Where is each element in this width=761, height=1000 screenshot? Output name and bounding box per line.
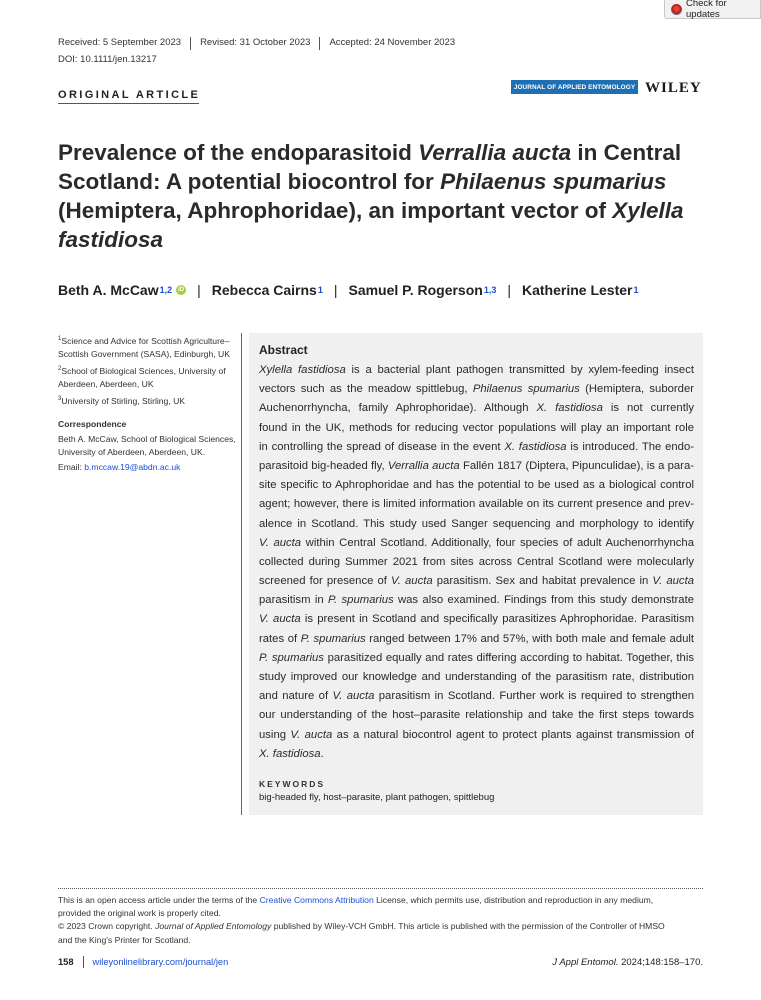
affiliation-number: 2 (58, 366, 62, 372)
doi: DOI: 10.1111/jen.13217 (58, 54, 157, 65)
check-updates-label: Check for updates (686, 0, 727, 20)
license-link[interactable]: Creative Commons Attribution (259, 895, 374, 905)
article-title (58, 138, 698, 254)
abstract-line: study improved our knowledge and understanding of the parasitism rate, distribution (259, 671, 694, 683)
keywords-title: KEYWORDS (259, 779, 326, 789)
citation (552, 957, 703, 968)
keywords-list: big-headed fly, host–parasite, plant pathogen, spittlebug (259, 792, 495, 803)
abstract-line: rates of P. spumarius ranged between 17% and 57%, with both male and female adult (259, 632, 694, 645)
author-affiliation-ref[interactable]: 1,2 (159, 285, 173, 295)
author-affiliation-ref[interactable]: 1 (317, 285, 323, 295)
abstract-line: P. spumarius parasitized equally and rates differing according to habitat. Together, this (259, 651, 694, 664)
affiliation (58, 363, 240, 391)
affiliation-text: University of Stirling, Stirling, UK (61, 396, 186, 406)
footnote-text: © 2023 Crown copyright. (58, 921, 156, 932)
abstract-line: using V. aucta as a natural biocontrol agent to protect plants against transmission of (259, 728, 694, 741)
abstract-line: found in the UK, methods for reducing vector populations will play an important role (259, 421, 694, 434)
author-affiliation-ref[interactable]: 1,3 (483, 285, 497, 295)
title-species: Philaenus spumarius (440, 169, 667, 194)
abstract-line: V. aucta within Central Scotland. Additionally, four species of adult Auchenorrhyncha (259, 536, 694, 549)
abstract-body (259, 361, 694, 764)
author-name[interactable]: Rebecca Cairns (211, 282, 317, 298)
footnote-text: License, which permits use, distribution and reproduction in any medium, (373, 895, 654, 905)
received-date: Received: 5 September 2023 (58, 37, 182, 48)
abstract-title: Abstract (259, 343, 308, 357)
email-link[interactable]: b.mccaw.19@abdn.ac.uk (84, 462, 181, 472)
citation-details: 2024;148:158–170. (618, 956, 703, 968)
footnote-text: This is an open access article under the terms of the (58, 895, 260, 905)
article-type-underline (58, 103, 199, 104)
orcid-icon[interactable]: iD (178, 287, 185, 293)
footnote-line: provided the original work is properly cited. (58, 908, 221, 919)
correspondence-text: Beth A. McCaw, School of Biological Sciences, University of Aberdeen, Aberdeen, UK. (58, 434, 236, 457)
journal-logo: JOURNAL OF APPLIED ENTOMOLOGY (511, 80, 638, 94)
footnote-divider (58, 888, 703, 889)
correspondence-title: Correspondence (58, 419, 127, 429)
abstract-line: vectors such as the meadow spittlebug, Philaenus spumarius (Hemiptera, suborder (259, 383, 694, 396)
abstract-line: V. aucta is present in Scotland and specifically parasitizes Aphrophoridae. Parasitism (259, 613, 694, 626)
abstract-line: Xylella fastidiosa is a bacterial plant pathogen transmitted by xylem-feeding insect (259, 364, 694, 376)
affiliation (58, 393, 240, 408)
abstract-line: site specific to Aphrophoridae and has the potential to be used as a biological control (259, 479, 694, 492)
abstract-line: agent; however, there is limited information available on its current presence and prev- (259, 498, 694, 511)
affiliation (58, 333, 240, 361)
abstract-divider (241, 333, 242, 815)
footnote-line (58, 894, 708, 907)
abstract-line: alence in Scotland. This study used Sanger sequencing and morphology to identify (259, 517, 694, 530)
abstract-line: screened for presence of V. aucta parasitism. Sex and habitat prevalence in V. aucta (259, 575, 694, 588)
affiliation-number: 3 (58, 396, 62, 402)
license-footnote (58, 894, 708, 947)
abstract-line: and nature of V. aucta parasitism in Scotland. Further work is required to strengthen (259, 690, 694, 703)
affiliation-number: 1 (58, 336, 62, 342)
citation-journal: J Appl Entomol. (552, 956, 619, 968)
author-separator: | (197, 282, 201, 298)
email-label: Email: (58, 462, 85, 472)
journal-site-link[interactable]: wileyonlinelibrary.com/journal/jen (92, 957, 229, 967)
check-updates-icon (671, 4, 682, 15)
publisher-logo: WILEY (645, 80, 702, 96)
author-separator: | (333, 282, 338, 298)
accepted-date: Accepted: 24 November 2023 (319, 37, 464, 50)
author-name[interactable]: Beth A. McCaw (58, 282, 159, 298)
author-separator: | (507, 282, 511, 298)
page-footer (58, 956, 703, 968)
author-name[interactable]: Katherine Lester (521, 282, 633, 298)
title-species: Verrallia aucta (418, 140, 572, 165)
author-affiliation-ref[interactable]: 1 (633, 285, 639, 295)
footnote-text: published by Wiley-VCH GmbH. This article is published with the permission of the Controller of HMSO (271, 921, 665, 932)
footnote-journal: Journal of Applied Entomology (155, 921, 272, 932)
article-dates (58, 37, 464, 50)
correspondence-email (58, 461, 240, 474)
footnote-line: and the King's Printer for Scotland. (58, 934, 191, 945)
abstract-line: X. fastidiosa. (259, 747, 324, 760)
affiliation-text: School of Biological Sciences, University of Aberdeen, Aberdeen, UK (58, 366, 226, 389)
check-for-updates-button[interactable] (664, 0, 761, 19)
affiliation-text: Science and Advice for Scottish Agriculture–Scottish Government (SASA), Edinburgh, UK (58, 336, 230, 359)
footnote-line (58, 920, 708, 933)
abstract-line: parasitism in P. spumarius was also examined. Findings from this study demonstrate (259, 594, 694, 607)
abstract-line: in controlling the spread of disease in the event X. fastidiosa is introduced. The endo- (259, 440, 694, 453)
abstract-line: our understanding of the host–parasite relationship and take the first steps towards (259, 709, 694, 722)
affiliations (58, 333, 240, 476)
abstract-line: parasitoid big-headed fly, Verrallia aucta Fallén 1817 (Diptera, Pipunculidae), is a para- (259, 459, 694, 472)
title-part: in Central Scotland: A potential biocontrol for (58, 140, 682, 194)
abstract-line: collected during Summer 2021 from sites across Central Scotland were molecularly (259, 555, 694, 568)
title-part: Prevalence of the endoparasitoid (58, 140, 419, 165)
title-species: Xylella fastidiosa (58, 198, 684, 252)
title-part: (Hemiptera, Aphrophoridae), an important vector of (58, 198, 613, 223)
author-list (58, 282, 638, 298)
abstract-line: Auchenorrhyncha, family Aphrophoridae). Although X. fastidiosa is not currently (259, 402, 694, 415)
author-name[interactable]: Samuel P. Rogerson (348, 282, 483, 298)
revised-date: Revised: 31 October 2023 (190, 37, 319, 50)
page-number: 158 (58, 956, 84, 968)
article-type: ORIGINAL ARTICLE (58, 89, 201, 101)
